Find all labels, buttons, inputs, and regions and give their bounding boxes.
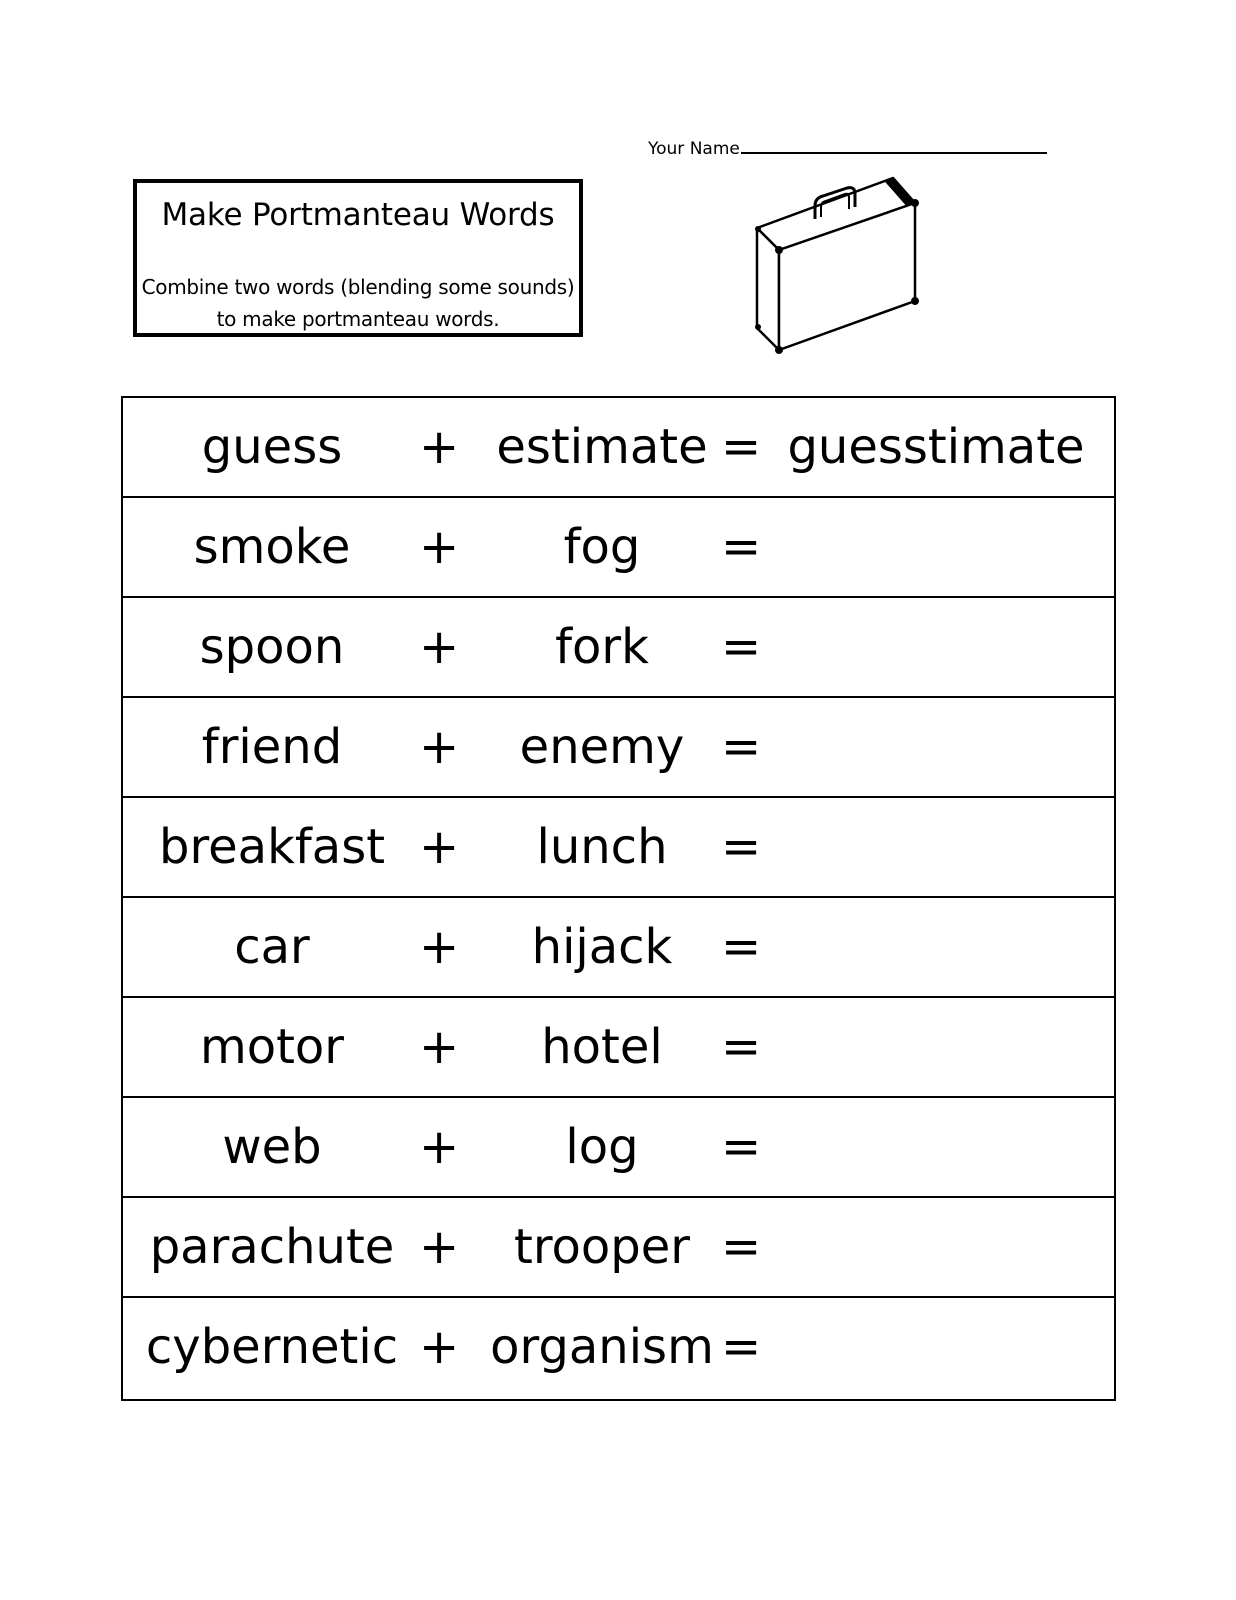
table-row bbox=[123, 1298, 1114, 1398]
equals-sign: = bbox=[721, 419, 762, 475]
name-field[interactable] bbox=[648, 134, 1048, 158]
answer-field[interactable] bbox=[771, 498, 1101, 596]
plus-sign: + bbox=[419, 519, 460, 575]
first-word: guess bbox=[201, 419, 343, 475]
table-row bbox=[123, 1098, 1114, 1198]
second-word: lunch bbox=[536, 819, 668, 875]
first-word: friend bbox=[201, 719, 343, 775]
instructions-box bbox=[133, 179, 583, 337]
equals-sign: = bbox=[721, 519, 762, 575]
table-row bbox=[123, 398, 1114, 498]
second-word: fog bbox=[563, 519, 641, 575]
equals-sign: = bbox=[721, 719, 762, 775]
equals-sign: = bbox=[721, 919, 762, 975]
answer-field[interactable]: guesstimate bbox=[787, 419, 1085, 475]
answer-field[interactable] bbox=[771, 898, 1101, 996]
table-row bbox=[123, 1198, 1114, 1298]
first-word: parachute bbox=[149, 1219, 395, 1275]
equals-sign: = bbox=[721, 1319, 762, 1375]
first-word: spoon bbox=[199, 619, 345, 675]
second-word: enemy bbox=[519, 719, 685, 775]
table-row bbox=[123, 798, 1114, 898]
table-row bbox=[123, 898, 1114, 998]
plus-sign: + bbox=[419, 919, 460, 975]
answer-field[interactable] bbox=[771, 698, 1101, 796]
second-word: organism bbox=[490, 1319, 714, 1375]
plus-sign: + bbox=[419, 419, 460, 475]
first-word: cybernetic bbox=[145, 1319, 399, 1375]
equals-sign: = bbox=[721, 1119, 762, 1175]
second-word: hotel bbox=[541, 1019, 663, 1075]
name-label: Your Name bbox=[648, 139, 740, 159]
second-word: hijack bbox=[531, 919, 673, 975]
worksheet-title: Make Portmanteau Words bbox=[161, 197, 555, 233]
equals-sign: = bbox=[721, 819, 762, 875]
instructions-line-1: Combine two words (blending some sounds) bbox=[141, 275, 575, 299]
suitcase-icon bbox=[755, 176, 945, 366]
table-row bbox=[123, 498, 1114, 598]
table-row bbox=[123, 998, 1114, 1098]
portmanteau-table bbox=[121, 396, 1116, 1401]
first-word: breakfast bbox=[158, 819, 386, 875]
answer-field[interactable] bbox=[771, 598, 1101, 696]
equals-sign: = bbox=[721, 1019, 762, 1075]
equals-sign: = bbox=[721, 619, 762, 675]
name-underline[interactable] bbox=[741, 134, 1047, 154]
answer-field[interactable] bbox=[771, 798, 1101, 896]
instructions-text bbox=[137, 271, 579, 335]
plus-sign: + bbox=[419, 1019, 460, 1075]
plus-sign: + bbox=[419, 819, 460, 875]
table-row bbox=[123, 698, 1114, 798]
first-word: car bbox=[234, 919, 310, 975]
first-word: smoke bbox=[193, 519, 351, 575]
second-word: trooper bbox=[514, 1219, 690, 1275]
plus-sign: + bbox=[419, 1319, 460, 1375]
plus-sign: + bbox=[419, 1219, 460, 1275]
answer-field[interactable] bbox=[771, 1198, 1101, 1296]
answer-field[interactable] bbox=[771, 998, 1101, 1096]
second-word: log bbox=[565, 1119, 639, 1175]
plus-sign: + bbox=[419, 719, 460, 775]
instructions-line-2: to make portmanteau words. bbox=[216, 307, 500, 331]
equals-sign: = bbox=[721, 1219, 762, 1275]
answer-field[interactable] bbox=[771, 1098, 1101, 1196]
second-word: fork bbox=[555, 619, 649, 675]
table-row bbox=[123, 598, 1114, 698]
answer-field[interactable] bbox=[771, 1298, 1101, 1396]
first-word: motor bbox=[199, 1019, 345, 1075]
second-word: estimate bbox=[496, 419, 708, 475]
first-word: web bbox=[222, 1119, 322, 1175]
plus-sign: + bbox=[419, 1119, 460, 1175]
plus-sign: + bbox=[419, 619, 460, 675]
